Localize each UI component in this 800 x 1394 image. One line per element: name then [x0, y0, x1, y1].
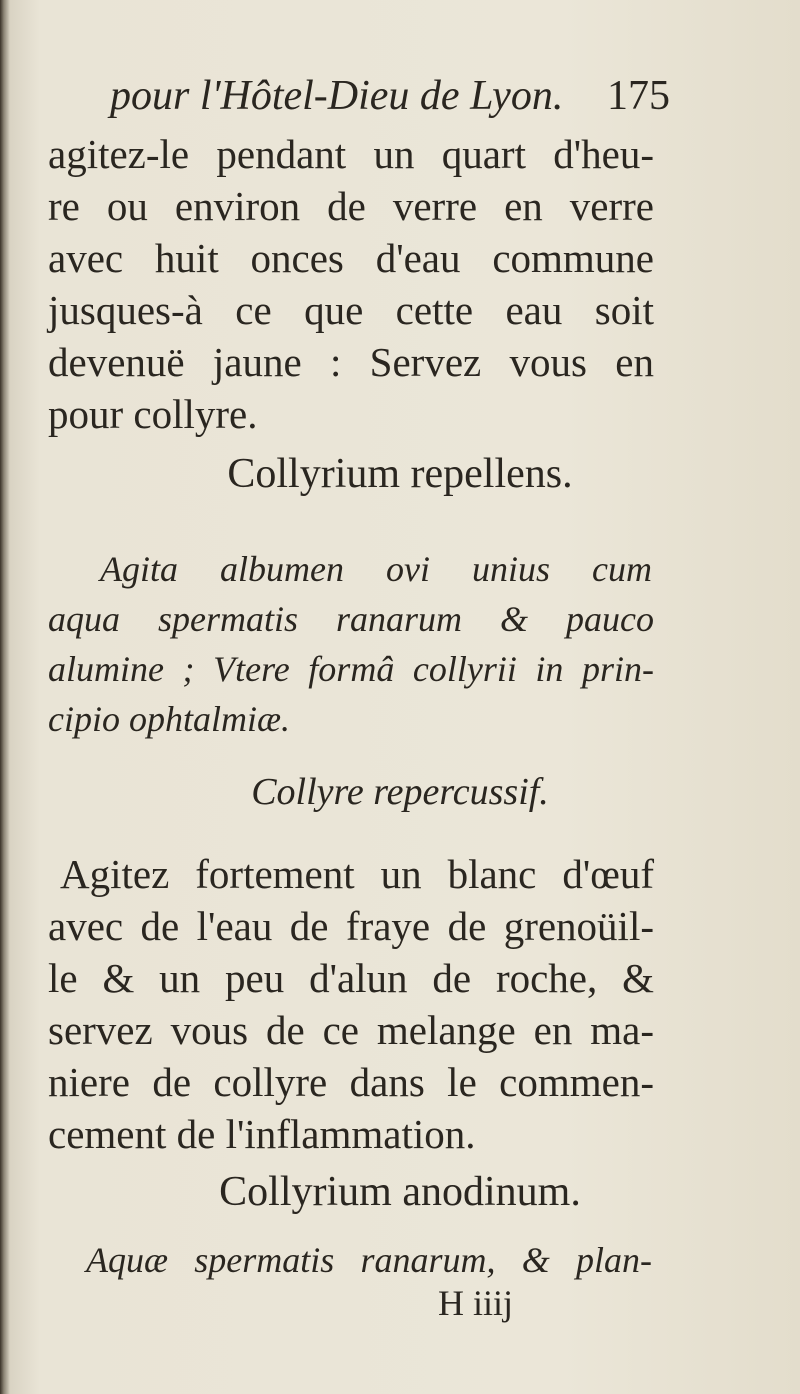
text-line: avec huit onces d'eau commune [48, 235, 654, 281]
running-header [110, 72, 670, 132]
text-line: niere de collyre dans le commen- [48, 1059, 654, 1105]
latin-line: Aquæ spermatis ranarum, & plan- [86, 1240, 652, 1280]
text-line: pour collyre. [48, 391, 258, 437]
text-line: servez vous de ce melange en ma- [48, 1007, 654, 1053]
text-line: devenuë jaune : Servez vous en [48, 339, 654, 385]
latin-line: Agita albumen ovi unius cum [100, 549, 652, 589]
section-heading: Collyrium anodinum. [219, 1169, 581, 1215]
latin-line: alumine ; Vtere formâ collyrii in prin- [48, 649, 654, 689]
text-line: le & un peu d'alun de roche, & [48, 955, 654, 1001]
text-line: avec de l'eau de fraye de grenoüil- [48, 903, 654, 949]
page-number: 175 [607, 73, 670, 119]
latin-line: aqua spermatis ranarum & pauco [48, 599, 654, 639]
text-line: jusques-à ce que cette eau soit [48, 287, 654, 333]
latin-line: cipio ophtalmiæ. [48, 699, 290, 739]
text-line: cement de l'inflammation. [48, 1111, 476, 1157]
section-heading: Collyre repercussif. [251, 771, 549, 813]
text-line: Agitez fortement un blanc d'œuf [60, 851, 654, 897]
text-line: re ou environ de verre en verre [48, 183, 654, 229]
text-line: agitez-le pendant un quart d'heu- [48, 131, 654, 177]
section-heading: Collyrium repellens. [227, 451, 573, 497]
signature-mark: H iiij [438, 1283, 514, 1323]
running-title: pour l'Hôtel-Dieu de Lyon. [110, 73, 564, 119]
